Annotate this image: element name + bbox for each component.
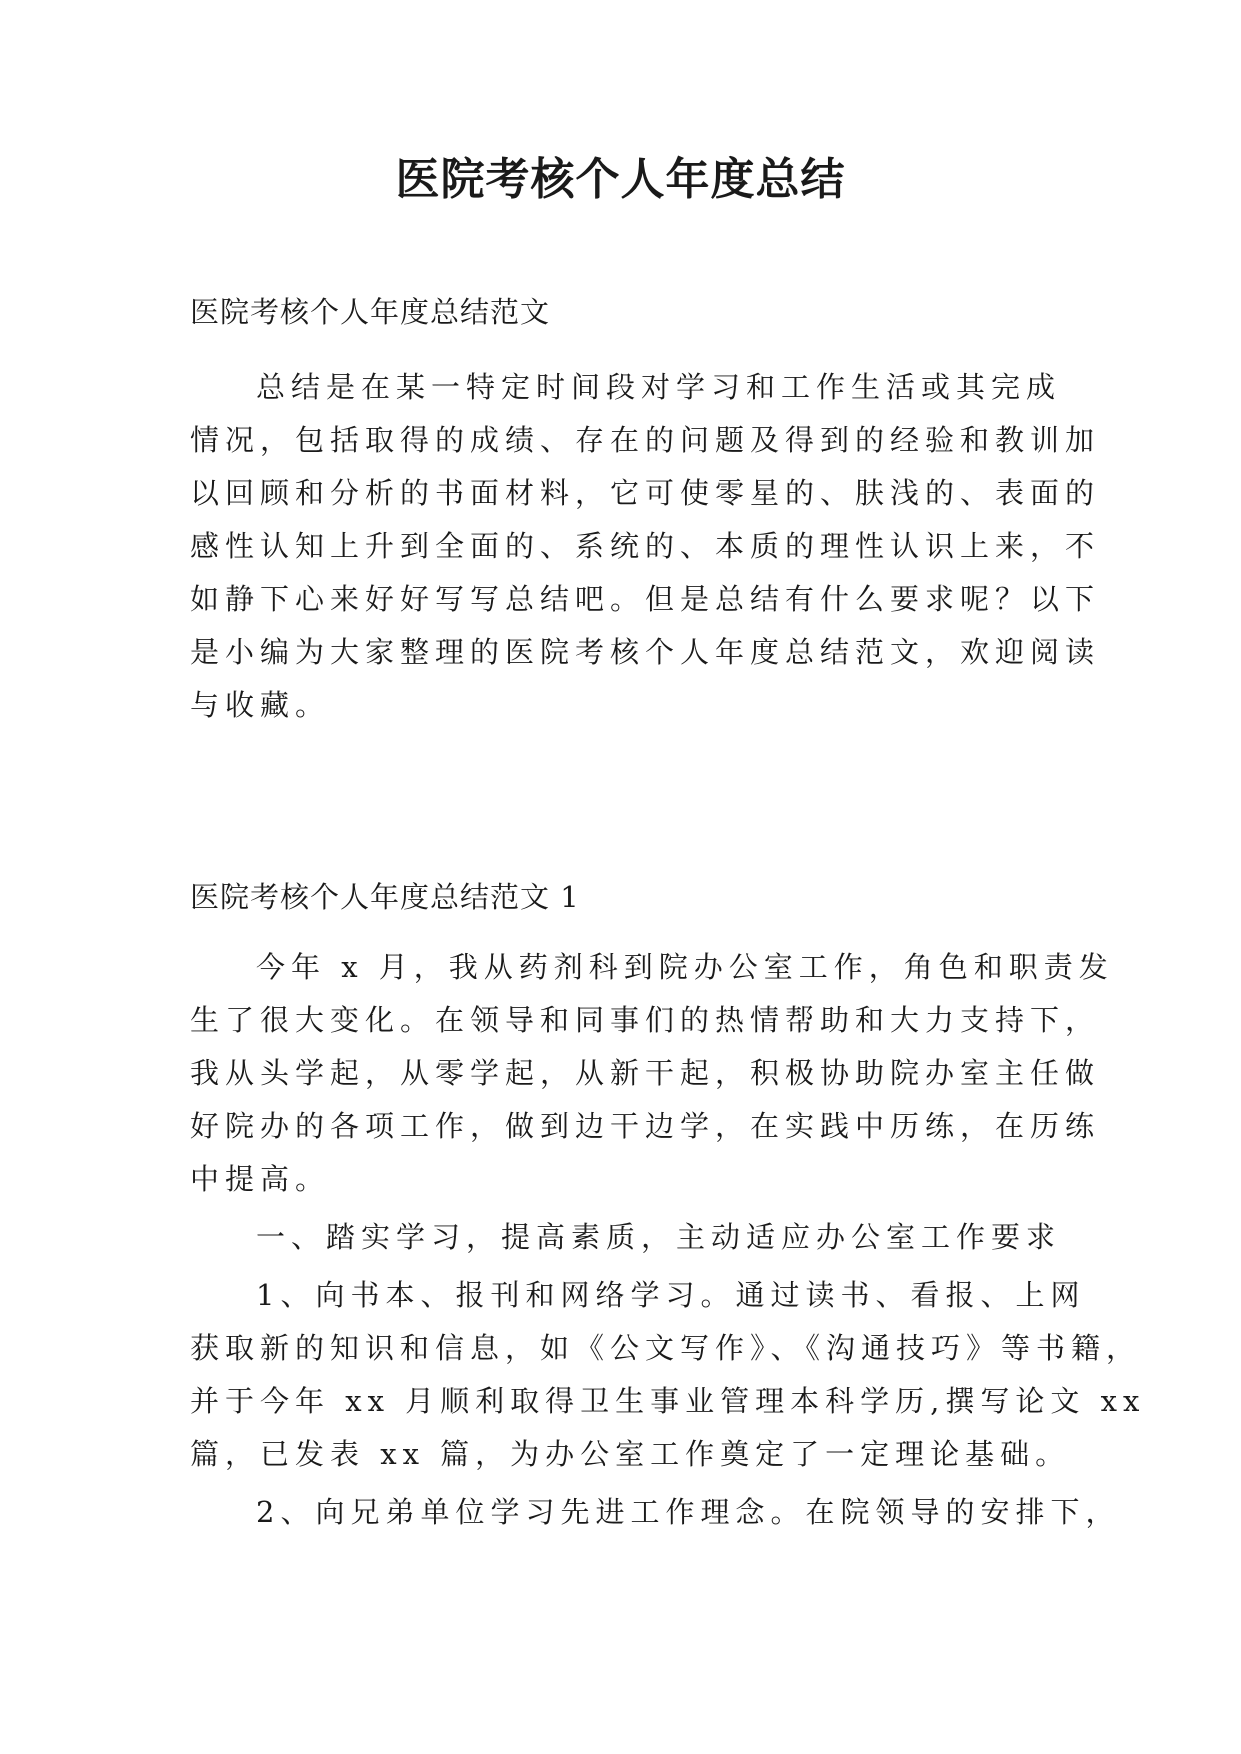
intro-line: 感性认知上升到全面的、系统的、本质的理性认识上来，不 xyxy=(190,529,1101,563)
intro-line: 情况，包括取得的成绩、存在的问题及得到的经验和教训加 xyxy=(190,423,1101,457)
document-title: 医院考核个人年度总结 xyxy=(395,154,846,205)
body-line: 好院办的各项工作，做到边干边学，在实践中历练，在历练 xyxy=(190,1109,1101,1143)
body-line: 一、踏实学习，提高素质，主动适应办公室工作要求 xyxy=(256,1220,1062,1254)
body-line: 我从头学起，从零学起，从新干起，积极协助院办室主任做 xyxy=(190,1056,1101,1090)
body-line: 今年 x 月，我从药剂科到院办公室工作，角色和职责发 xyxy=(256,950,1114,984)
intro-line: 以回顾和分析的书面材料，它可使零星的、肤浅的、表面的 xyxy=(190,476,1101,510)
intro-line: 如静下心来好好写写总结吧。但是总结有什么要求呢？以下 xyxy=(190,582,1101,616)
document-subtitle: 医院考核个人年度总结范文 xyxy=(190,295,551,329)
intro-line: 是小编为大家整理的医院考核个人年度总结范文，欢迎阅读 xyxy=(190,635,1101,669)
body-line: 获取新的知识和信息，如《公文写作》、《沟通技巧》等书籍， xyxy=(190,1331,1142,1365)
body-line: 1、向书本、报刊和网络学习。通过读书、看报、上网 xyxy=(256,1278,1086,1312)
body-line: 篇，已发表 xx 篇，为办公室工作奠定了一定理论基础。 xyxy=(190,1437,1071,1471)
body-line: 并于今年 xx 月顺利取得卫生事业管理本科学历,撰写论文 xx xyxy=(190,1384,1146,1418)
body-line: 生了很大变化。在领导和同事们的热情帮助和大力支持下， xyxy=(190,1003,1101,1037)
section-heading: 医院考核个人年度总结范文 1 xyxy=(190,880,580,914)
body-line: 中提高。 xyxy=(190,1162,331,1196)
intro-line: 总结是在某一特定时间段对学习和工作生活或其完成 xyxy=(256,370,1062,404)
body-line: 2、向兄弟单位学习先进工作理念。在院领导的安排下， xyxy=(256,1495,1121,1529)
intro-line: 与收藏。 xyxy=(190,688,331,722)
